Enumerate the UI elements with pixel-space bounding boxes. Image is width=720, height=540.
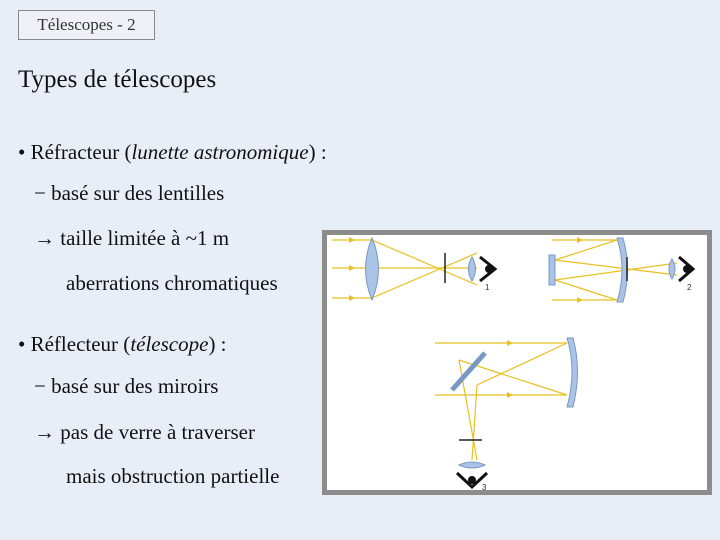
optics [366,238,694,487]
optics-illustration [327,235,707,490]
diagram-label-3: 3 [482,483,487,490]
reflector-label: Réflecteur ( [30,332,131,356]
refractor-suffix: ) : [308,140,327,164]
bullet: • [18,140,26,164]
diagram-label-1: 1 [485,283,490,292]
pupil-icon [468,476,476,484]
slide-title: Types de télescopes [18,66,217,93]
pupil-icon [485,265,493,273]
reflector-line-2: → pas de verre à traverser [34,420,255,444]
primary-mirror-icon [567,338,578,407]
objective-lens-icon [366,238,379,300]
reflector-heading [18,332,227,357]
reflector-suffix: ) : [208,332,227,356]
refractor-italic: lunette astronomique [131,140,309,164]
pupil-icon [683,265,691,273]
refractor-label: Réfracteur ( [30,140,132,164]
primary-mirror-icon [617,238,628,302]
reflector-line-3: mais obstruction partielle [66,464,280,488]
refractor-line-3: aberrations chromatiques [66,271,278,295]
refractor-line-2: → taille limitée à ~1 m [34,226,230,250]
secondary-mirror-icon [549,255,555,285]
eyepiece-lens-icon [469,257,476,281]
diagonal-mirror-icon [452,353,485,390]
eyepiece-lens-icon [669,259,675,279]
refractor-heading [18,140,327,165]
reflector-line-1: − basé sur des miroirs [34,374,219,398]
diagram-label-2: 2 [687,283,692,292]
reflector-italic: télescope [130,332,209,356]
bullet: • [18,332,26,356]
refractor-line-1: − basé sur des lentilles [34,181,225,205]
eyepiece-lens-icon [459,462,485,468]
telescope-diagram [322,230,712,495]
slide-tag: Télescopes - 2 [18,10,155,40]
